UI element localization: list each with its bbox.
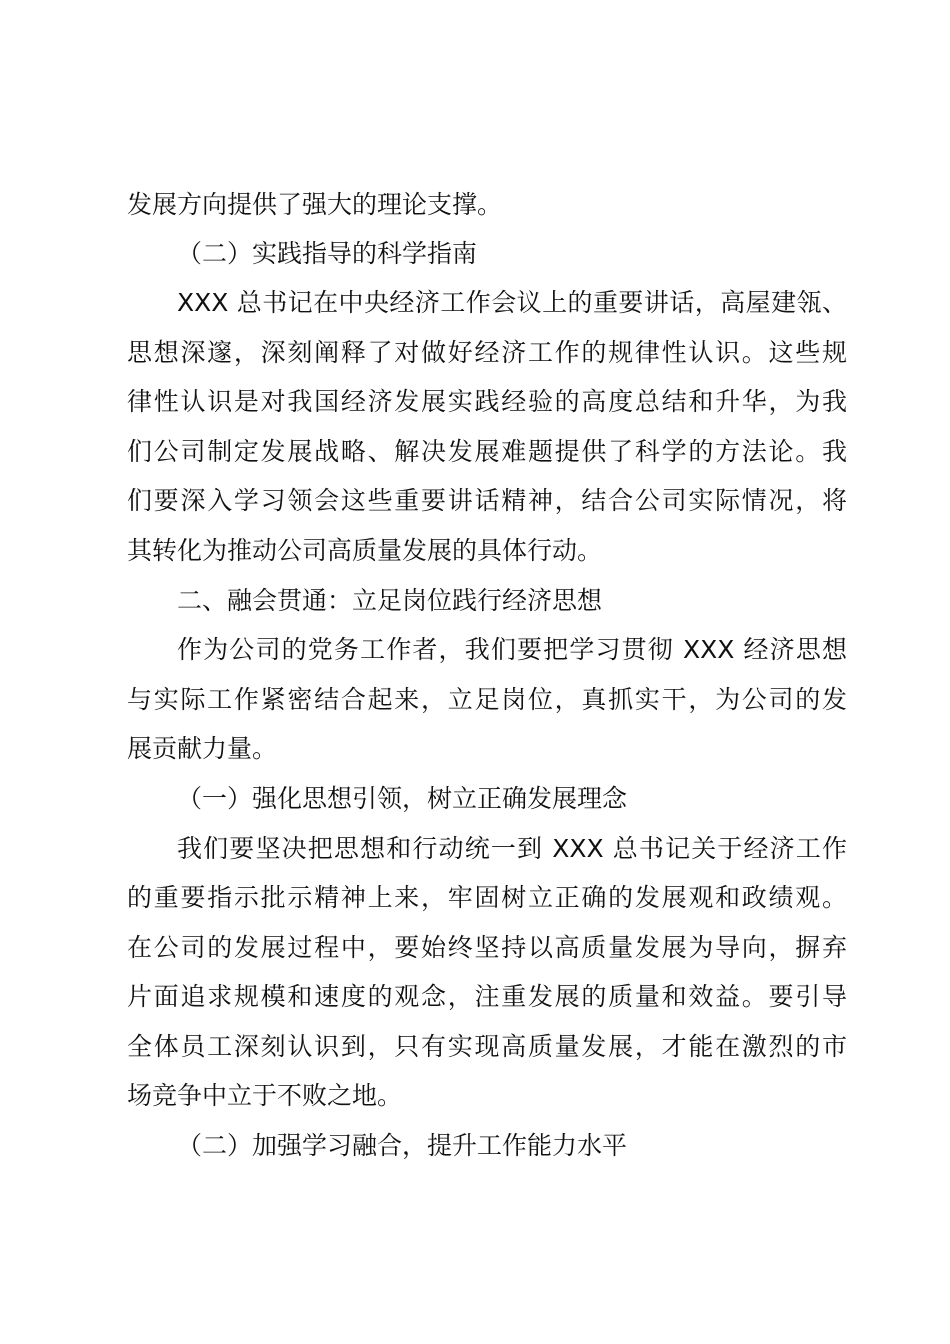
paragraph-line: 其转化为推动公司高质量发展的具体行动。 <box>127 536 603 565</box>
paragraph-line: 我们要坚决把思想和行动统一到 XXX 总书记关于经济工作 <box>177 834 847 863</box>
paragraph-line: 作为公司的党务工作者，我们要把学习贯彻 XXX 经济思想 <box>177 635 847 664</box>
section-heading: （二）加强学习融合，提升工作能力水平 <box>177 1131 628 1160</box>
paragraph-line: 思想深邃，深刻阐释了对做好经济工作的规律性认识。这些规 <box>127 338 847 367</box>
paragraph-line: 发展方向提供了强大的理论支撑。 <box>127 190 503 219</box>
paragraph-line: 的重要指示批示精神上来，牢固树立正确的发展观和政绩观。 <box>127 883 847 912</box>
paragraph-line: 场竞争中立于不败之地。 <box>127 1081 403 1110</box>
paragraph-line: 与实际工作紧密结合起来，立足岗位，真抓实干，为公司的发 <box>127 685 847 714</box>
paragraph-line: 展贡献力量。 <box>127 734 278 763</box>
paragraph-line: 全体员工深刻认识到，只有实现高质量发展，才能在激烈的市 <box>127 1032 847 1061</box>
paragraph-line: 在公司的发展过程中，要始终坚持以高质量发展为导向，摒弃 <box>127 933 847 962</box>
paragraph-line: 律性认识是对我国经济发展实践经验的高度总结和升华，为我 <box>127 387 847 416</box>
section-heading: （一）强化思想引领，树立正确发展理念 <box>177 784 628 813</box>
paragraph-line: 们要深入学习领会这些重要讲话精神，结合公司实际情况，将 <box>127 486 847 515</box>
paragraph-line: 片面追求规模和速度的观念，注重发展的质量和效益。要引导 <box>127 982 847 1011</box>
section-heading: （二）实践指导的科学指南 <box>177 239 478 268</box>
section-heading: 二、融会贯通：立足岗位践行经济思想 <box>177 586 603 615</box>
paragraph-line: XXX 总书记在中央经济工作会议上的重要讲话，高屋建瓴、 <box>177 288 847 317</box>
paragraph-line: 们公司制定发展战略、解决发展难题提供了科学的方法论。我 <box>127 437 847 466</box>
